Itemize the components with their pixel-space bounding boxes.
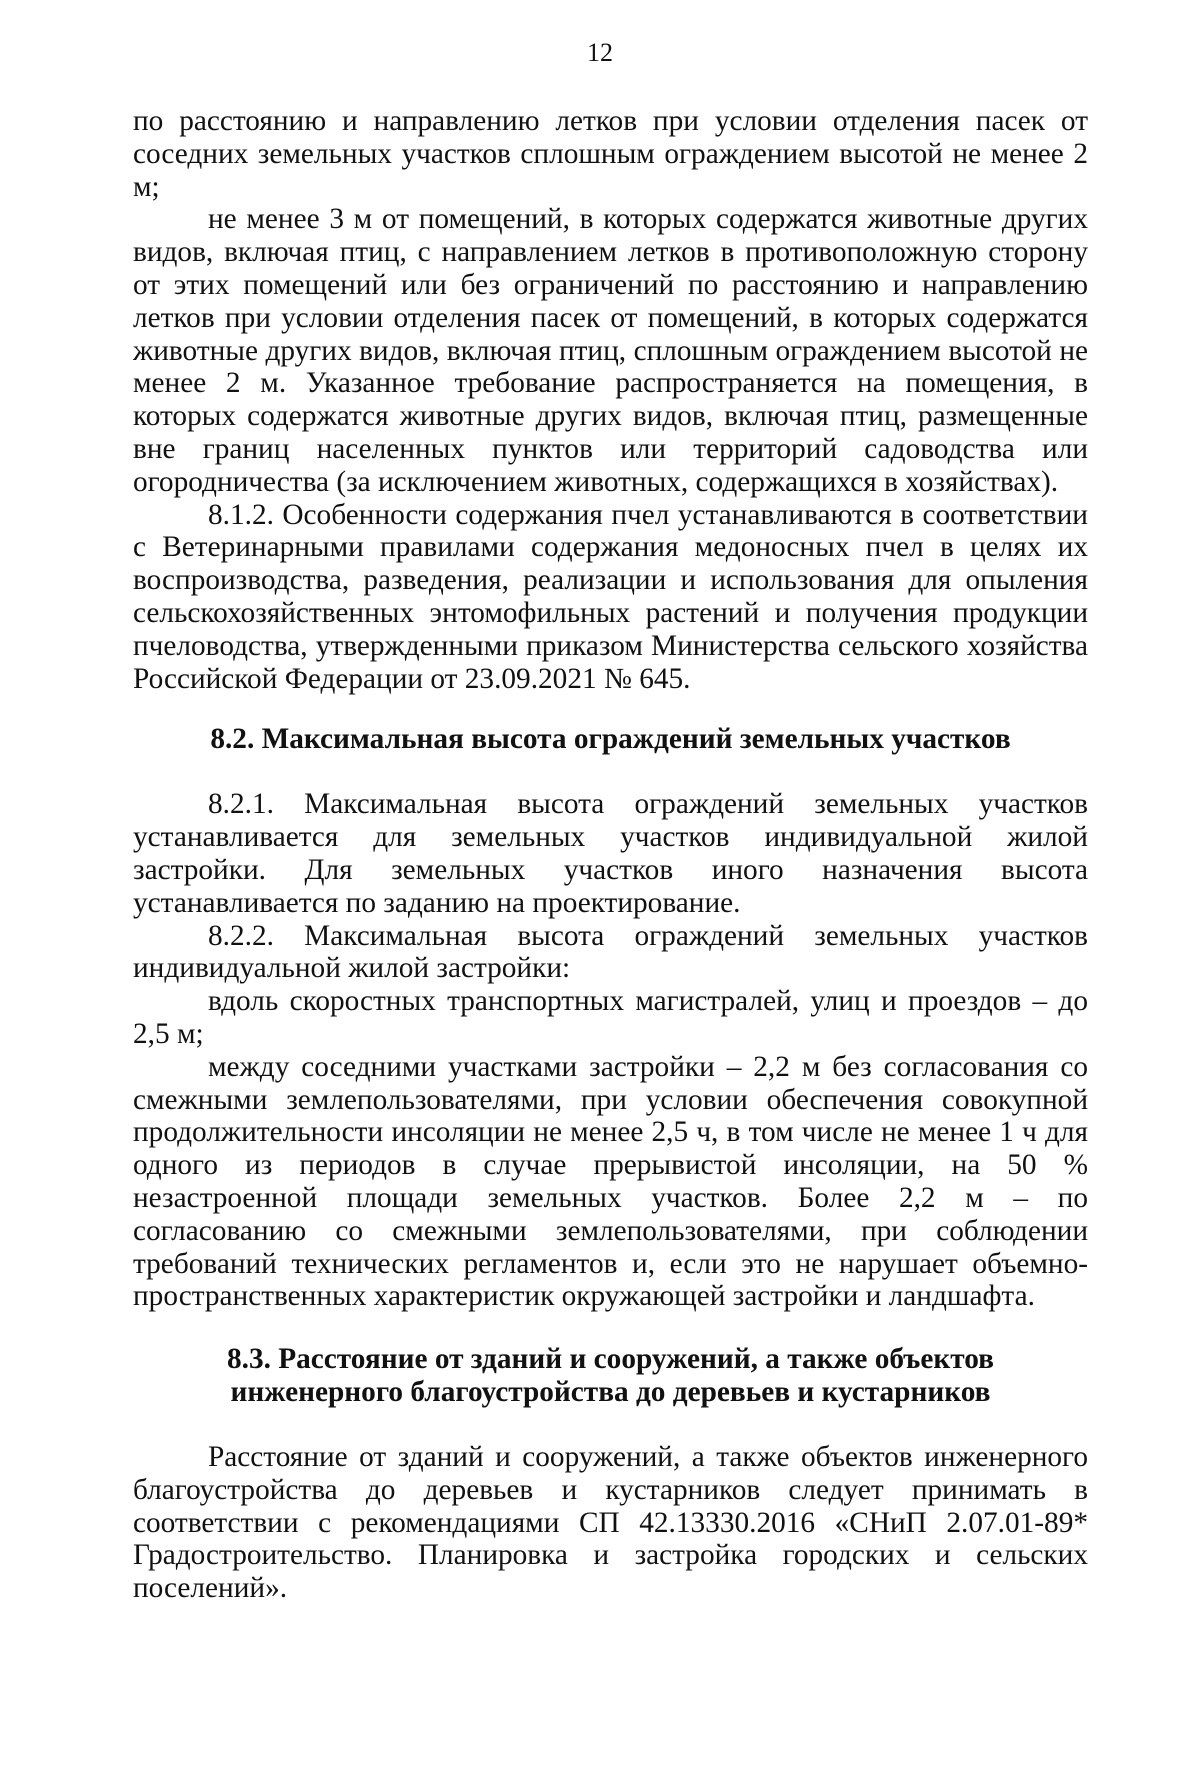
paragraph-8-1-2: 8.1.2. Особенности содержания пчел устанавливаются в соответствии с Ветеринарными правилами содержания медоносных пчел в целях их воспроизводства, разведения, реализации и использования для опыления сельскохозяйственных энтомофильных растений и получения продукции пчеловодства, утвержденными приказом Министерства сельского хозяйства Российской Федерации от 23.09.2021 № 645.: [133, 498, 1088, 695]
spacer: [133, 695, 1088, 723]
heading-8-3-line2: инженерного благоустройства до деревьев и кустарников: [230, 1376, 991, 1409]
paragraph-8-2-1: 8.2.1. Максимальная высота ограждений земельных участков устанавливается для земельных участков индивидуальной жилой застройки. Для земельных участков иного назначения высота устанавливается по заданию на проектирование.: [133, 788, 1088, 919]
spacer: [133, 1313, 1088, 1343]
spacer: [133, 756, 1088, 788]
heading-8-3-line1: 8.3. Расстояние от зданий и сооружений, а также объектов: [226, 1343, 995, 1376]
paragraph-8-2-2: 8.2.2. Максимальная высота ограждений земельных участков индивидуальной жилой застройки:: [133, 919, 1088, 985]
spacer: [133, 1409, 1088, 1441]
heading-8-2: 8.2. Максимальная высота ограждений земельных участков: [210, 723, 1011, 756]
paragraph-8-3: Расстояние от зданий и сооружений, а также объектов инженерного благоустройства до деревьев и кустарников следует принимать в соответствии с рекомендациями СП 42.13330.2016 «СНиП 2.07.01-89* Градостроительство. Планировка и застройка городских и сельских поселений».: [133, 1441, 1088, 1605]
paragraph-animal-premises: не менее 3 м от помещений, в которых содержатся животные других видов, включая птиц, с направлением летков в противоположную сторону от этих помещений или без ограничений по расстоянию и направлению летков при условии отделения пасек от помещений, в которых содержатся животные других видов, включая птиц, сплошным ограждением высотой не менее 2 м. Указанное требование распространяется на помещения, в которых содержатся животные других видов, включая птиц, размещенные вне границ населенных пунктов или территорий садоводства или огородничества (за исключением животных, содержащихся в хозяйствах).: [133, 203, 1088, 498]
paragraph-apiary-distance: по расстоянию и направлению летков при условии отделения пасек от соседних земельных участков сплошным ограждением высотой не менее 2 м;: [133, 105, 1088, 203]
document-body: [133, 105, 1088, 1605]
paragraph-neighbor-fence: между соседними участками застройки – 2,2 м без согласования со смежными землепользователями, при условии обеспечения совокупной продолжительности инсоляции не менее 2,5 ч, в том числе не менее 1 ч для одного из периодов в случае прерывистой инсоляции, на 50 % незастроенной площади земельных участков. Более 2,2 м – по согласованию со смежными землепользователями, при соблюдении требований технических регламентов и, если это не нарушает объемно-пространственных характеристик окружающей застройки и ландшафта.: [133, 1050, 1088, 1313]
page-number: 12: [587, 38, 613, 67]
paragraph-roads-fence: вдоль скоростных транспортных магистралей, улиц и проездов – до 2,5 м;: [133, 985, 1088, 1050]
